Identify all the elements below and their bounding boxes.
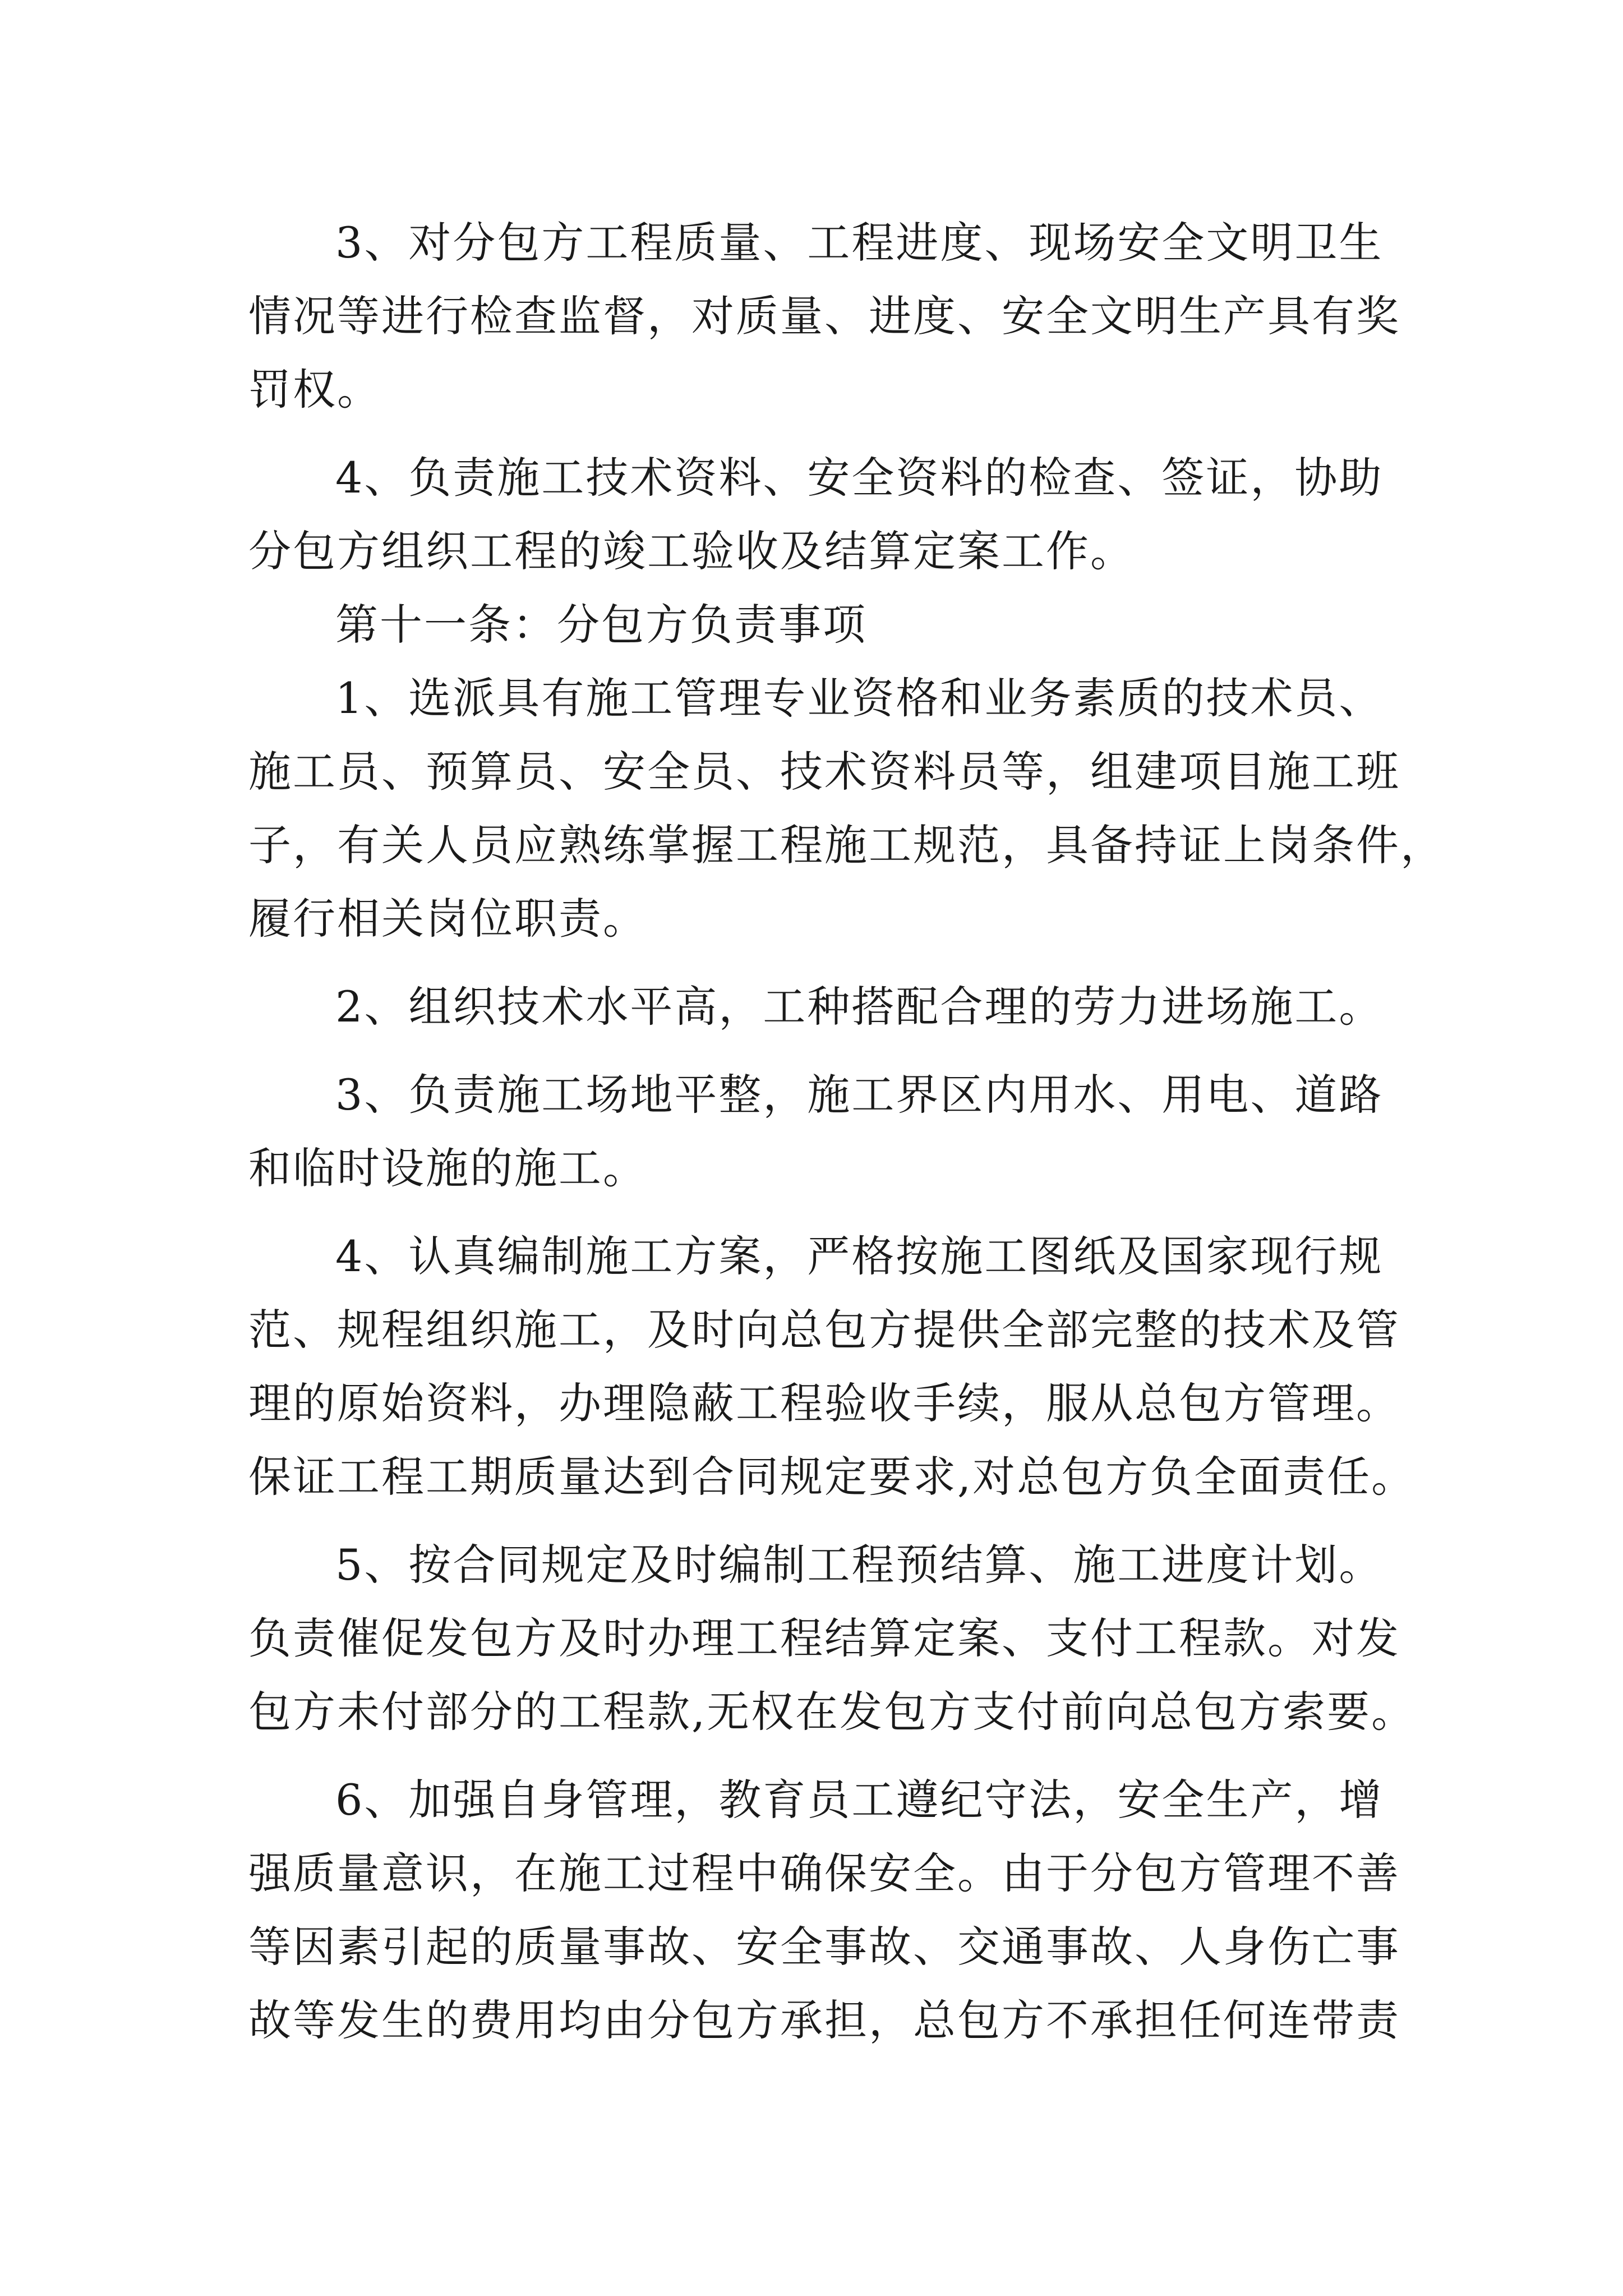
text-line: 6、加强自身管理，教育员工遵纪守法，安全生产，增	[335, 1775, 1384, 1825]
text-line: 4、负责施工技术资料、安全资料的检查、签证，协助	[335, 453, 1384, 503]
text-line: 3、负责施工场地平整，施工界区内用水、用电、道路	[335, 1070, 1384, 1120]
text-line: 1、选派具有施工管理专业资格和业务素质的技术员、	[335, 673, 1384, 723]
text-line: 范、规程组织施工，及时向总包方提供全部完整的技术及管	[248, 1305, 1400, 1355]
text-line: 保证工程工期质量达到合同规定要求,对总包方负全面责任。	[248, 1452, 1416, 1502]
text-line: 5、按合同规定及时编制工程预结算、施工进度计划。	[335, 1540, 1384, 1590]
text-line: 分包方组织工程的竣工验收及结算定案工作。	[248, 526, 1135, 576]
text-line: 3、对分包方工程质量、工程进度、现场安全文明卫生	[335, 218, 1384, 268]
text-line: 强质量意识，在施工过程中确保安全。由于分包方管理不善	[248, 1848, 1400, 1898]
text-line: 等因素引起的质量事故、安全事故、交通事故、人身伤亡事	[248, 1922, 1400, 1972]
text-line: 包方未付部分的工程款,无权在发包方支付前向总包方索要。	[248, 1687, 1416, 1737]
heading-line: 第十一条：分包方负责事项	[335, 600, 867, 650]
text-line: 罚权。	[248, 365, 381, 415]
text-line: 情况等进行检查监督，对质量、进度、安全文明生产具有奖	[248, 291, 1400, 341]
text-line: 故等发生的费用均由分包方承担，总包方不承担任何连带责	[248, 1995, 1400, 2045]
text-line: 理的原始资料，办理隐蔽工程验收手续，服从总包方管理。	[248, 1378, 1400, 1428]
text-line: 和临时设施的施工。	[248, 1143, 647, 1193]
text-line: 子，有关人员应熟练掌握工程施工规范，具备持证上岗条件，	[248, 820, 1445, 870]
text-line: 履行相关岗位职责。	[248, 894, 647, 944]
text-line: 2、组织技术水平高，工种搭配合理的劳力进场施工。	[335, 982, 1384, 1032]
text-line: 负责催促发包方及时办理工程结算定案、支付工程款。对发	[248, 1613, 1400, 1663]
text-line: 4、认真编制施工方案，严格按施工图纸及国家现行规	[335, 1231, 1384, 1281]
text-line: 施工员、预算员、安全员、技术资料员等，组建项目施工班	[248, 747, 1400, 797]
